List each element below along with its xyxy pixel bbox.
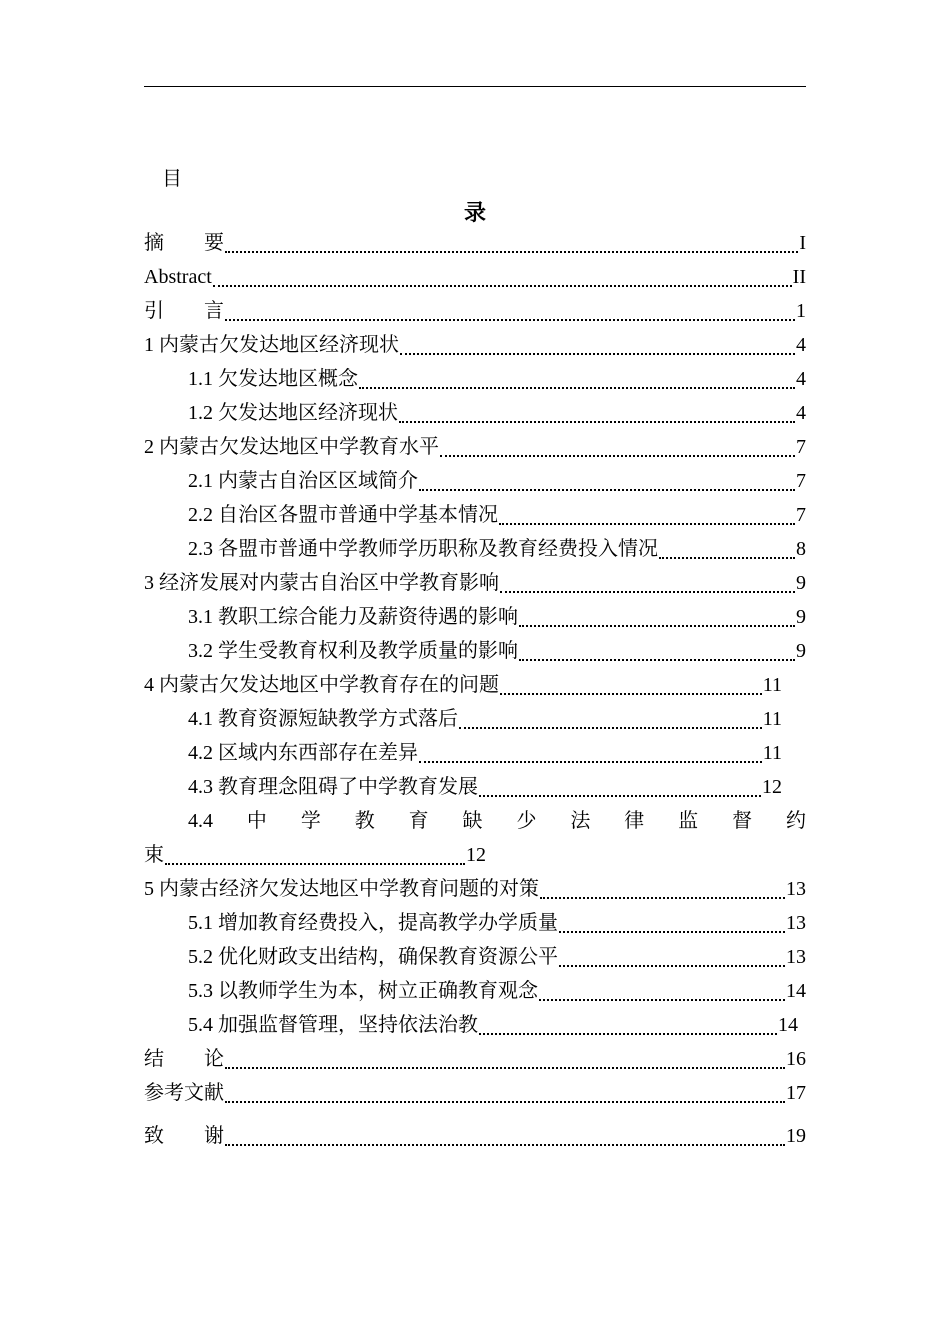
toc-entry-label-part: 监 — [678, 810, 699, 832]
toc-entry-label: 4.2 区域内东西部存在差异 — [188, 742, 418, 764]
toc-entry-label: 5.4 加强监督管理，坚持依法治教 — [188, 1014, 478, 1036]
toc-entry[interactable] — [188, 532, 806, 566]
leader-dots — [359, 387, 795, 389]
toc-entry-page: 13 — [786, 946, 806, 968]
toc-entry-label: 4.3 教育理念阻碍了中学教育发展 — [188, 776, 478, 798]
toc-entry[interactable] — [144, 566, 806, 600]
leader-dots — [559, 965, 785, 967]
toc-entry[interactable] — [144, 1076, 806, 1110]
leader-dots — [213, 285, 792, 287]
toc-entry-justified[interactable] — [188, 804, 806, 838]
toc-entry-page: 13 — [786, 878, 806, 900]
toc-entry[interactable] — [144, 226, 806, 260]
toc-entry-page: 11 — [762, 742, 782, 764]
toc-entry[interactable] — [188, 498, 806, 532]
toc-entry-page: 11 — [762, 674, 782, 696]
leader-dots — [225, 1067, 785, 1069]
toc-entry[interactable] — [188, 1008, 798, 1042]
leader-dots — [479, 1033, 777, 1035]
toc-entry-label: 4.1 教育资源短缺教学方式落后 — [188, 708, 458, 730]
toc-entry-page: I — [799, 232, 806, 254]
toc-entry-label: 2.3 各盟市普通中学教师学历职称及教育经费投入情况 — [188, 538, 658, 560]
toc-entry-label: 1 内蒙古欠发达地区经济现状 — [144, 334, 399, 356]
toc-entry-label: 2.1 内蒙古自治区区域简介 — [188, 470, 418, 492]
leader-dots — [539, 999, 785, 1001]
toc-entry-label: 4 内蒙古欠发达地区中学教育存在的问题 — [144, 674, 499, 696]
toc-entry-label: 3.2 学生受教育权利及教学质量的影响 — [188, 640, 518, 662]
toc-entry[interactable] — [188, 702, 782, 736]
toc-entry-page: 16 — [786, 1048, 806, 1070]
leader-dots — [540, 897, 785, 899]
toc-entry-page: 12 — [762, 776, 782, 798]
toc-entry[interactable] — [188, 396, 806, 430]
toc-entry[interactable] — [188, 736, 782, 770]
toc-entry-label-part: 缺 — [462, 810, 483, 832]
leader-dots — [225, 1144, 785, 1146]
leader-dots — [225, 1101, 785, 1103]
toc-entry-page: 7 — [796, 436, 806, 458]
toc-entry-page: 14 — [778, 1014, 798, 1036]
leader-dots — [419, 761, 762, 763]
toc-entry[interactable] — [188, 634, 806, 668]
toc-entry-label-part: 约 — [785, 810, 806, 832]
toc-entry[interactable] — [188, 974, 806, 1008]
toc-entry-page: 9 — [796, 572, 806, 594]
toc-entry-label: 1.2 欠发达地区经济现状 — [188, 402, 398, 424]
leader-dots — [165, 863, 465, 865]
toc-entry-label: 3 经济发展对内蒙古自治区中学教育影响 — [144, 572, 499, 594]
toc-entry-label-part: 育 — [408, 810, 429, 832]
toc-entry[interactable] — [144, 294, 806, 328]
toc-entry[interactable] — [144, 328, 806, 362]
toc-entry-label: 5 内蒙古经济欠发达地区中学教育问题的对策 — [144, 878, 539, 900]
toc-entry-label-part: 教 — [354, 810, 375, 832]
toc-entry-page: 14 — [786, 980, 806, 1002]
leader-dots — [225, 251, 798, 253]
toc-entry[interactable] — [188, 464, 806, 498]
toc-entry-label: 5.1 增加教育经费投入，提高教学办学质量 — [188, 912, 558, 934]
toc-entry-label: 5.2 优化财政支出结构，确保教育资源公平 — [188, 946, 558, 968]
leader-dots — [419, 489, 795, 491]
toc-entry-label: 摘 要 — [144, 232, 224, 254]
toc-entry-page: 4 — [796, 368, 806, 390]
toc-entry-page: 1 — [796, 300, 806, 322]
toc-entry-page: 7 — [796, 470, 806, 492]
toc-entry-label: 3.1 教职工综合能力及薪资待遇的影响 — [188, 606, 518, 628]
toc-entry[interactable] — [188, 600, 806, 634]
toc-entry-label: 致 谢 — [144, 1125, 224, 1147]
toc-entry-page: II — [792, 266, 806, 288]
toc-title-part2: 录 — [463, 200, 486, 225]
toc-entry-page: 7 — [796, 504, 806, 526]
toc-entry-label-part: 中 — [246, 810, 267, 832]
toc-entry[interactable] — [188, 906, 806, 940]
leader-dots — [399, 421, 795, 423]
leader-dots — [659, 557, 795, 559]
leader-dots — [225, 319, 795, 321]
leader-dots — [500, 591, 795, 593]
toc-entry-label: 1.1 欠发达地区概念 — [188, 368, 358, 390]
toc-entry[interactable] — [188, 940, 806, 974]
toc-entry-label-part: 学 — [300, 810, 321, 832]
toc-entry-label: 5.3 以教师学生为本，树立正确教育观念 — [188, 980, 538, 1002]
toc-entry[interactable] — [144, 1119, 806, 1153]
toc-entry-label: 2.2 自治区各盟市普通中学基本情况 — [188, 504, 498, 526]
toc-entry-label: 参考文献 — [144, 1082, 224, 1104]
leader-dots — [559, 931, 785, 933]
toc-entry-page: 17 — [786, 1082, 806, 1104]
toc-entry-page: 11 — [762, 708, 782, 730]
toc-entry-page: 4 — [796, 334, 806, 356]
toc-entry[interactable] — [188, 770, 782, 804]
toc-entry-page: 9 — [796, 640, 806, 662]
toc-entry-label: 束 — [144, 844, 164, 866]
leader-dots — [519, 625, 795, 627]
toc-entry-page: 4 — [796, 402, 806, 424]
toc-entry-label: 2 内蒙古欠发达地区中学教育水平 — [144, 436, 439, 458]
toc-entry-label: 引 言 — [144, 300, 224, 322]
leader-dots — [519, 659, 795, 661]
toc-entry-label-part: 法 — [570, 810, 591, 832]
header-rule — [144, 86, 806, 87]
toc-entry[interactable] — [144, 668, 782, 702]
leader-dots — [479, 795, 761, 797]
toc-entry[interactable] — [144, 1042, 806, 1076]
toc-entry-page: 8 — [796, 538, 806, 560]
leader-dots — [500, 693, 762, 695]
toc-entry-label: Abstract — [144, 266, 212, 288]
toc-entry-continuation[interactable] — [144, 838, 486, 872]
toc-entry[interactable] — [144, 260, 806, 294]
toc-entry-label-part: 4.4 — [188, 810, 213, 832]
leader-dots — [400, 353, 795, 355]
toc-entry-label: 结 论 — [144, 1048, 224, 1070]
toc-entry-label-part: 少 — [516, 810, 537, 832]
leader-dots — [499, 523, 795, 525]
leader-dots — [459, 727, 762, 729]
toc-entry-page: 9 — [796, 606, 806, 628]
toc-entry[interactable] — [144, 872, 806, 906]
toc-entry-page: 13 — [786, 912, 806, 934]
toc-entry-label-part: 督 — [732, 810, 753, 832]
toc-entry[interactable] — [144, 430, 806, 464]
toc-entry-label-part: 律 — [624, 810, 645, 832]
toc-entry-page: 19 — [786, 1125, 806, 1147]
toc-title-part1: 目 — [162, 168, 182, 190]
leader-dots — [440, 455, 795, 457]
toc-entry-page: 12 — [466, 844, 486, 866]
toc-entry[interactable] — [188, 362, 806, 396]
